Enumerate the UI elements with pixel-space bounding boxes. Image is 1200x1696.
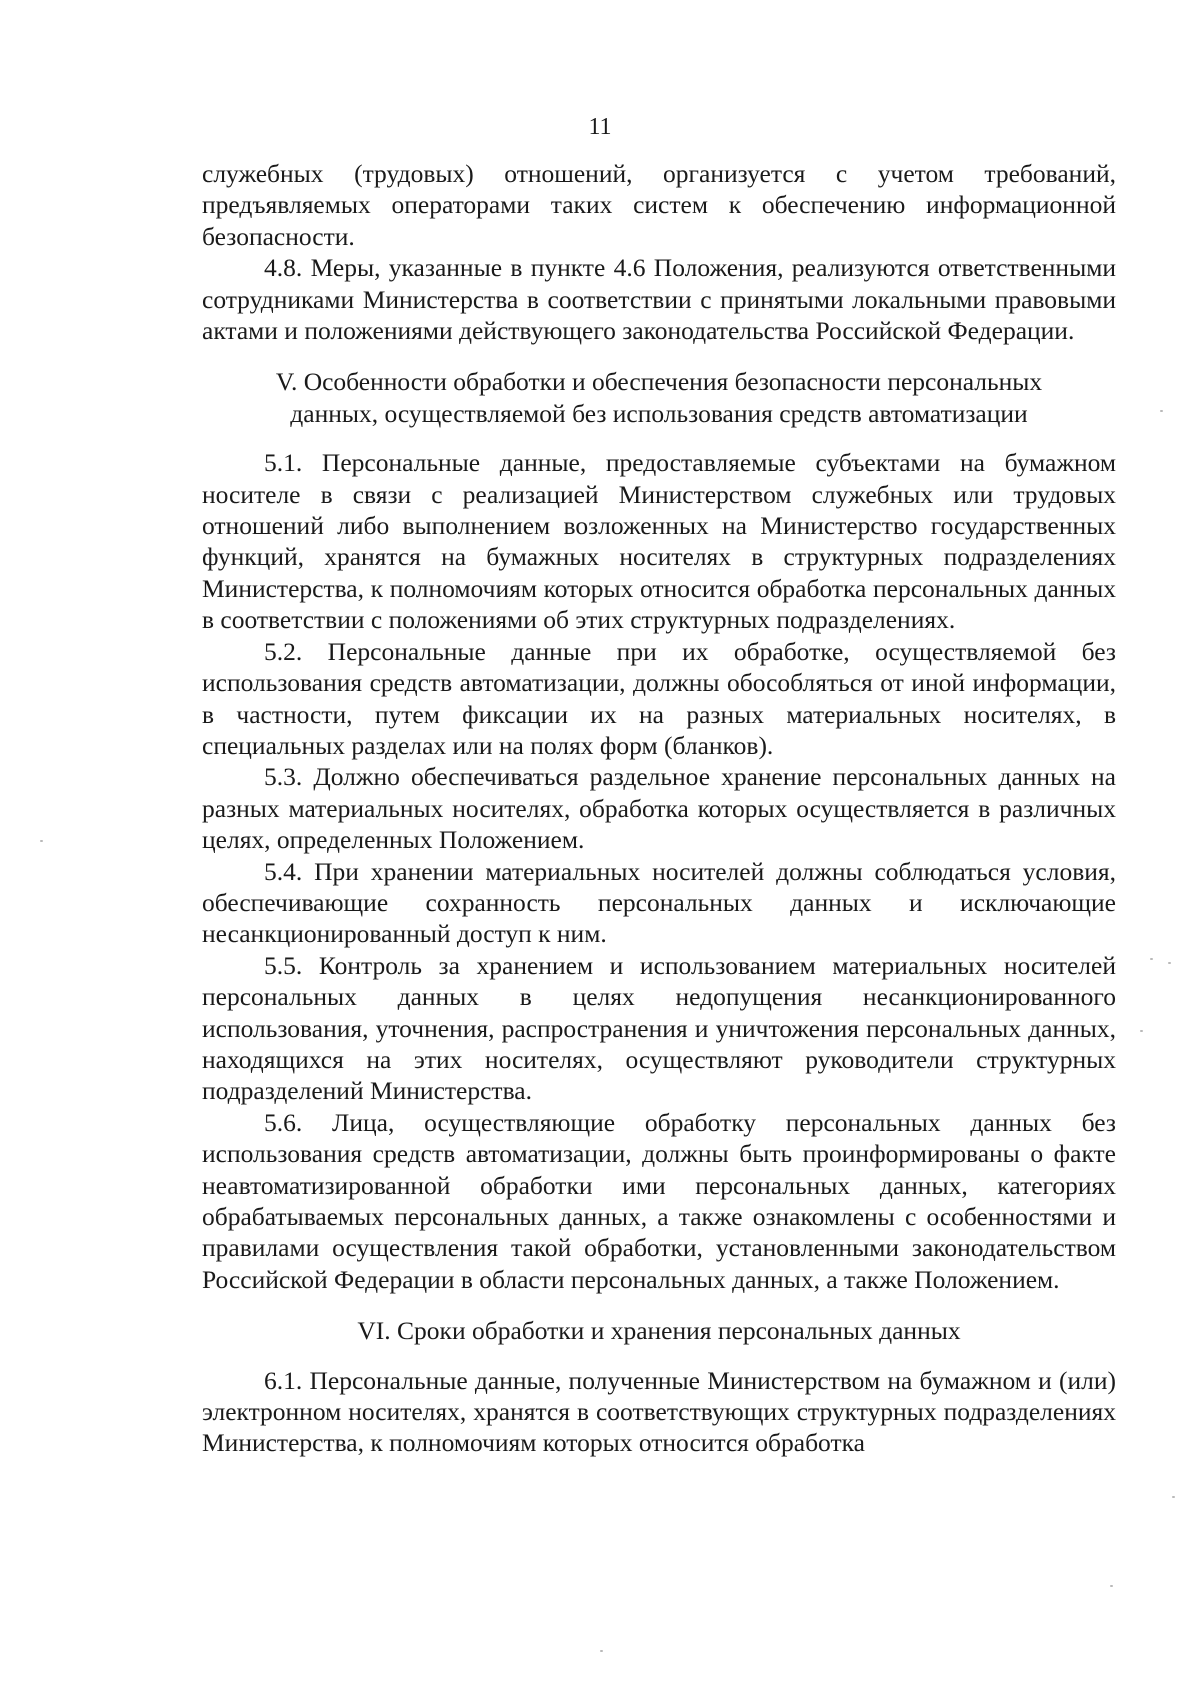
paragraph-5-6: 5.6. Лица, осуществляющие обработку персональных данных без использования средств автоматизации, должны быть проинформированы о факте неавтоматизированной обработки ими персональных данных, категориях обрабатываемых персональных данных, а также ознакомлены с особенностями и правилами осуществления такой обработки, установленными законодательством Российской Федерации в области персональных данных, а также Положением. <box>202 1107 1116 1294</box>
paragraph-5-2: 5.2. Персональные данные при их обработке, осуществляемой без использования средств автоматизации, должны обособляться от иной информации, в частности, путем фиксации их на разных материальных носителях, в специальных разделах или на полях форм (бланков). <box>202 636 1116 760</box>
paragraph-continuation: служебных (трудовых) отношений, организуется с учетом требований, предъявляемых операторами таких систем к обеспечению информационной безопасности. <box>202 159 1116 251</box>
paragraph-5-5: 5.5. Контроль за хранением и использованием материальных носителей персональных данных в целях недопущения несанкционированного использования, уточнения, распространения и уничтожения персональных данных, находящихся на этих носителях, осуществляют руководители структурных подразделений Министерства. <box>202 950 1116 1106</box>
page-number: 11 <box>588 114 612 140</box>
scan-speck <box>1150 958 1153 960</box>
paragraph-6-1: 6.1. Персональные данные, полученные Министерством на бумажном и (или) электронном носителях, хранятся в соответствующих структурных подразделениях Министерства, к полномочиям которых относится обработка <box>202 1365 1116 1458</box>
scan-speck <box>1110 1585 1113 1587</box>
paragraph-5-3: 5.3. Должно обеспечиваться раздельное хранение персональных данных на разных материальных носителях, обработка которых осуществляется в различных целях, определенных Положением. <box>202 762 1116 855</box>
paragraph-5-4: 5.4. При хранении материальных носителей должны соблюдаться условия, обеспечивающие сохранность персональных данных и исключающие несанкционированный доступ к ним. <box>202 856 1116 949</box>
scan-speck <box>40 840 43 842</box>
scan-speck <box>600 1650 603 1652</box>
scan-speck <box>1140 1030 1143 1032</box>
section-heading-vi: VI. Сроки обработки и хранения персональных данных <box>357 1316 961 1346</box>
paragraph-4-8: 4.8. Меры, указанные в пункте 4.6 Положения, реализуются ответственными сотрудниками Министерства в соответствии с принятыми локальными правовыми актами и положениями действующего законодательства Российской Федерации. <box>202 253 1116 346</box>
scan-speck <box>1168 962 1171 964</box>
scan-speck <box>1160 410 1163 412</box>
section-heading-v: V. Особенности обработки и обеспечения безопасности персональных данных, осуществляемой без использования средств автоматизации <box>275 367 1043 428</box>
paragraph-5-1: 5.1. Персональные данные, предоставляемые субъектами на бумажном носителе в связи с реализацией Министерством служебных или трудовых отношений либо выполнением возложенных на Министерство государственных функций, хранятся на бумажных носителях в структурных подразделениях Министерства, к полномочиям которых относится обработка персональных данных в соответствии с положениями об этих структурных подразделениях. <box>202 448 1116 635</box>
document-body <box>202 158 1116 1459</box>
scan-speck <box>1172 1496 1175 1498</box>
